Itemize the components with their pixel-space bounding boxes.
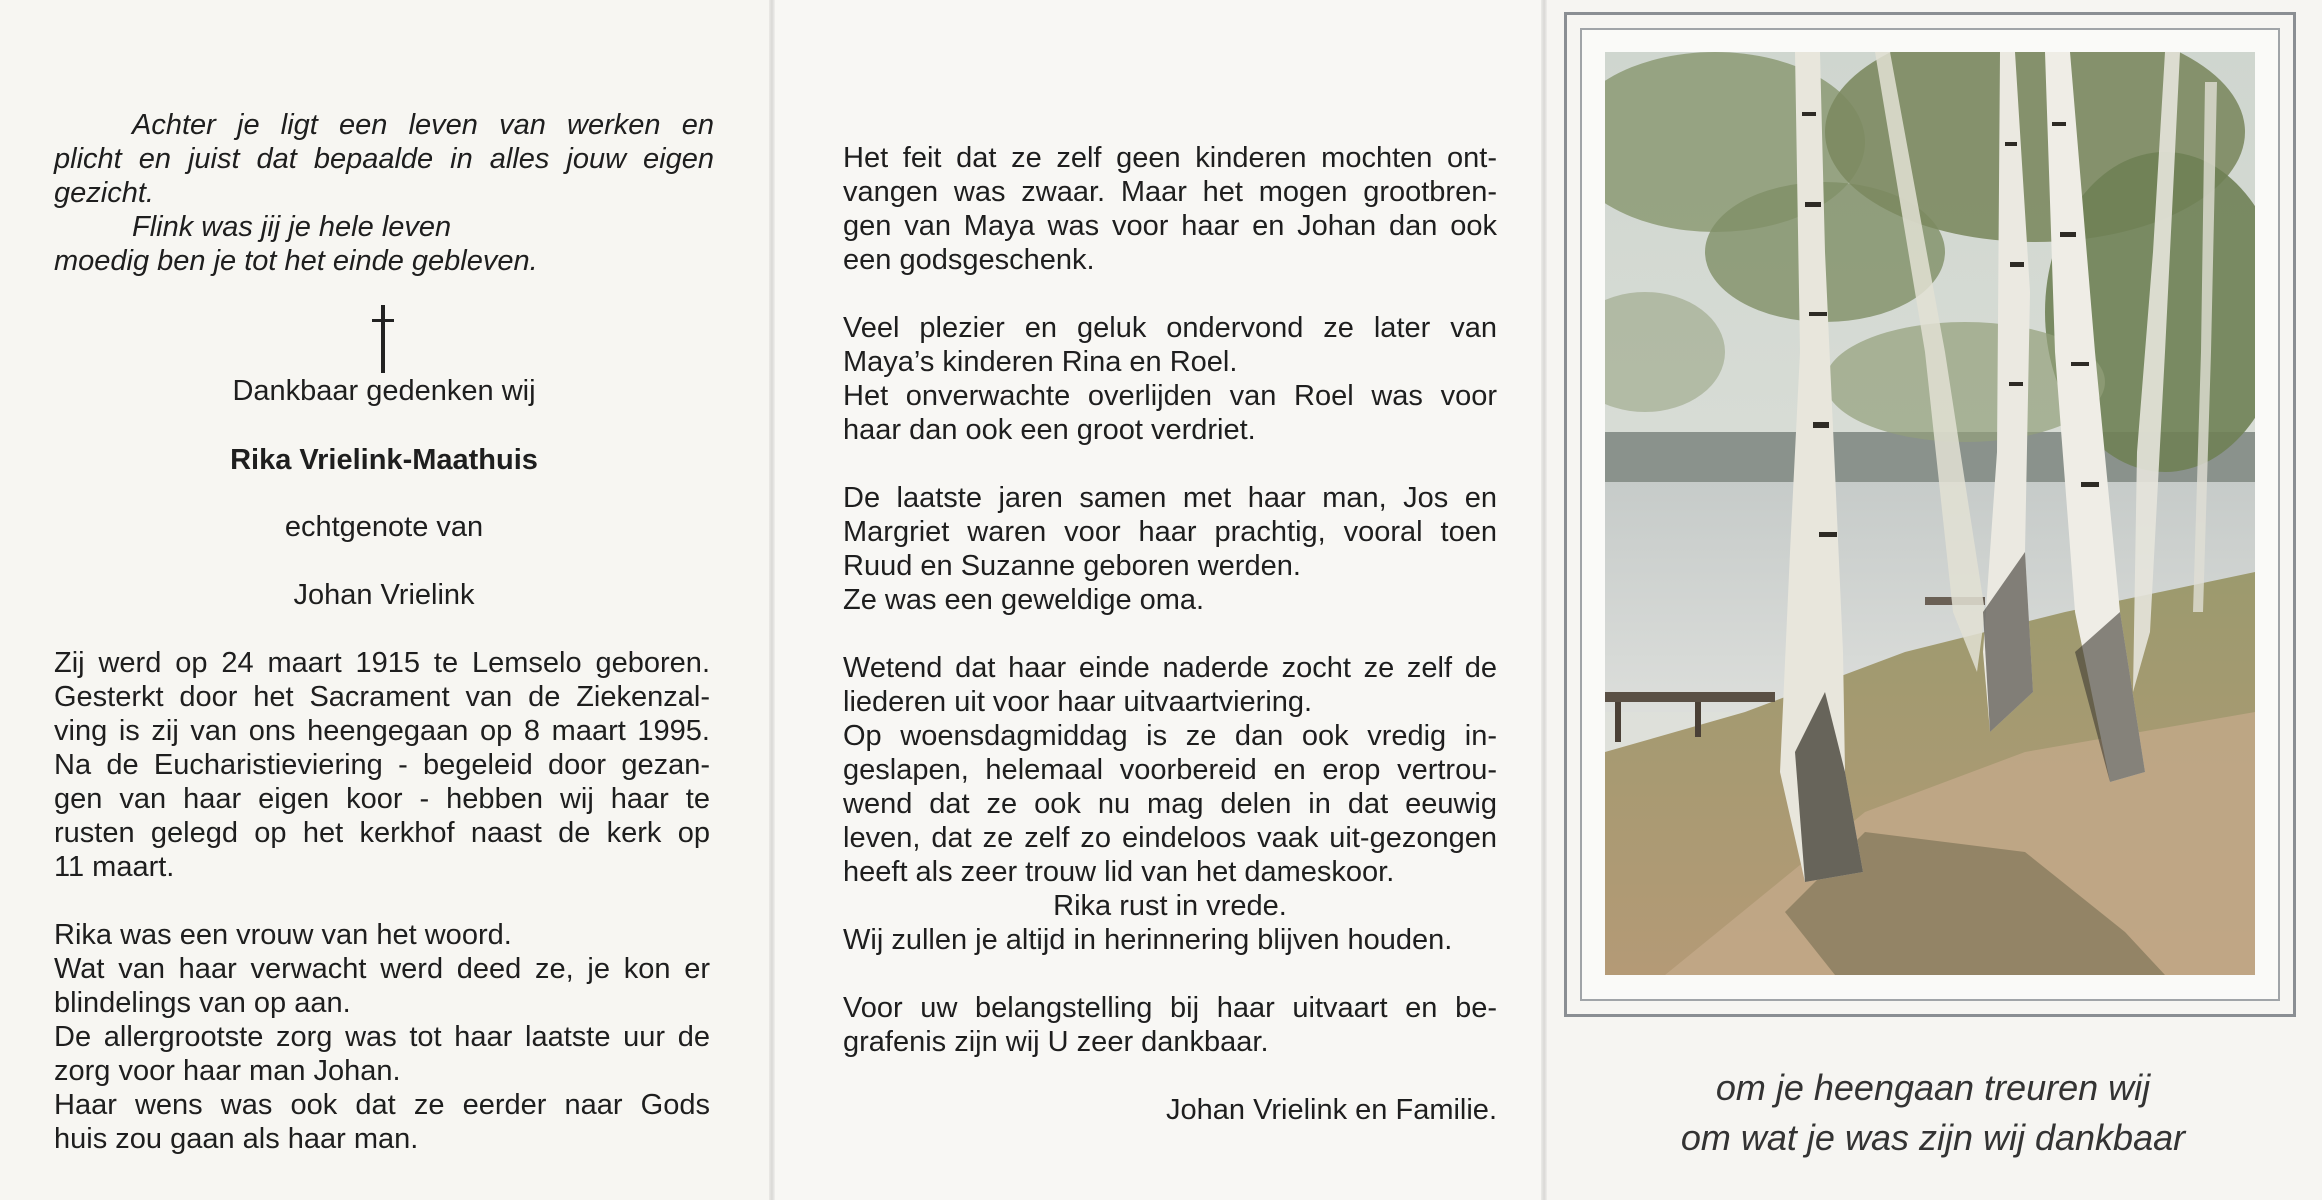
paragraph xyxy=(843,651,1497,957)
text-line: Ze was een geweldige oma. xyxy=(843,584,1205,616)
text-line: vangen was zwaar. Maar het mogen grootbren- xyxy=(843,176,1497,208)
text-line: Rika was een vrouw van het woord. xyxy=(54,919,512,951)
text-line: Wetend dat haar einde naderde zocht ze zelf de xyxy=(843,652,1497,684)
left-body xyxy=(54,646,710,1156)
text-line: Op woensdagmiddag is ze dan ook vredig in- xyxy=(843,720,1497,752)
text-line: Gesterkt door het Sacrament van de Ziekenzal- xyxy=(54,681,710,713)
caption-line: om je heengaan treuren wij xyxy=(1715,1067,2151,1108)
card-fold xyxy=(1541,0,1547,1200)
text-line: De allergrootste zorg was tot haar laatste uur de xyxy=(54,1021,710,1053)
cross-icon xyxy=(372,305,394,373)
poem-line: moedig ben je tot het einde gebleven. xyxy=(54,245,538,277)
poem-line: Flink was jij je hele leven xyxy=(132,211,452,243)
text-line: heeft als zeer trouw lid van het dameskoor. xyxy=(843,856,1395,888)
text-line: Het onverwachte overlijden van Roel was voor xyxy=(843,380,1497,412)
text-line: Wat van haar verwacht werd deed ze, je kon er xyxy=(54,953,710,985)
text-line: leven, dat ze zelf zo eindeloos vaak uit-gezongen xyxy=(843,822,1497,854)
paragraph xyxy=(54,918,710,1156)
text-line: Veel plezier en geluk ondervond ze later van xyxy=(843,312,1497,344)
deceased-name: Rika Vrielink-Maathuis xyxy=(230,444,538,476)
text-line: 11 maart. xyxy=(54,851,175,883)
paragraph xyxy=(54,646,710,884)
text-line: Zij werd op 24 maart 1915 te Lemselo geboren. xyxy=(54,647,710,679)
text-line: Voor uw belangstelling bij haar uitvaart en be- xyxy=(843,992,1497,1024)
text-line: Rika rust in vrede. xyxy=(1053,890,1287,922)
text-line: Maya’s kinderen Rina en Roel. xyxy=(843,346,1238,378)
spouse-label: echtgenote van xyxy=(284,511,484,543)
text-line: gen van haar eigen koor - hebben wij haar te xyxy=(54,783,710,815)
middle-body xyxy=(843,141,1497,1127)
text-line: een godsgeschenk. xyxy=(843,244,1095,276)
text-line: Margriet waren voor haar prachtig, vooral toen xyxy=(843,516,1497,548)
text-line: wend dat ze ook nu mag delen in dat eeuwig xyxy=(843,788,1497,820)
paragraph xyxy=(843,141,1497,277)
text-line: De laatste jaren samen met haar man, Jos en xyxy=(843,482,1497,514)
poem-line: Achter je ligt een leven van werken en xyxy=(132,109,714,141)
paragraph xyxy=(843,311,1497,447)
text-line: liederen uit voor haar uitvaartviering. xyxy=(843,686,1313,718)
text-line: Na de Eucharistieviering - begeleid door gezan- xyxy=(54,749,710,781)
text-line: haar dan ook een groot verdriet. xyxy=(843,414,1256,446)
text-line: Ruud en Suzanne geboren werden. xyxy=(843,550,1301,582)
poem-line: plicht en juist dat bepaalde in alles jouw eigen xyxy=(54,143,714,175)
paragraph xyxy=(843,481,1497,617)
poem-line: gezicht. xyxy=(54,177,154,209)
text-line: Het feit dat ze zelf geen kinderen mochten ont- xyxy=(843,142,1497,174)
text-line: rusten gelegd op het kerkhof naast de kerk op xyxy=(54,817,710,849)
signature: Johan Vrielink en Familie. xyxy=(1166,1094,1497,1126)
text-line: grafenis zijn wij U zeer dankbaar. xyxy=(843,1026,1269,1058)
card-fold xyxy=(769,0,775,1200)
text-line: Wij zullen je altijd in herinnering blijven houden. xyxy=(843,924,1453,956)
text-line: geslapen, helemaal voorbereid en erop vertrou- xyxy=(843,754,1497,786)
birch-lake-photo xyxy=(1605,52,2255,975)
paragraph xyxy=(843,991,1497,1059)
text-line: ving is zij van ons heengegaan op 8 maart 1995. xyxy=(54,715,710,747)
text-line: huis zou gaan als haar man. xyxy=(54,1123,419,1155)
spouse-name: Johan Vrielink xyxy=(293,579,475,611)
text-line: blindelings van op aan. xyxy=(54,987,351,1019)
text-line: gen van Maya was voor haar en Johan dan ook xyxy=(843,210,1497,242)
text-line: zorg voor haar man Johan. xyxy=(54,1055,401,1087)
text-line: Haar wens was ook dat ze eerder naar Gods xyxy=(54,1089,710,1121)
caption-line: om wat je was zijn wij dankbaar xyxy=(1680,1117,2186,1158)
remember-text: Dankbaar gedenken wij xyxy=(232,375,536,407)
poem xyxy=(54,108,714,278)
